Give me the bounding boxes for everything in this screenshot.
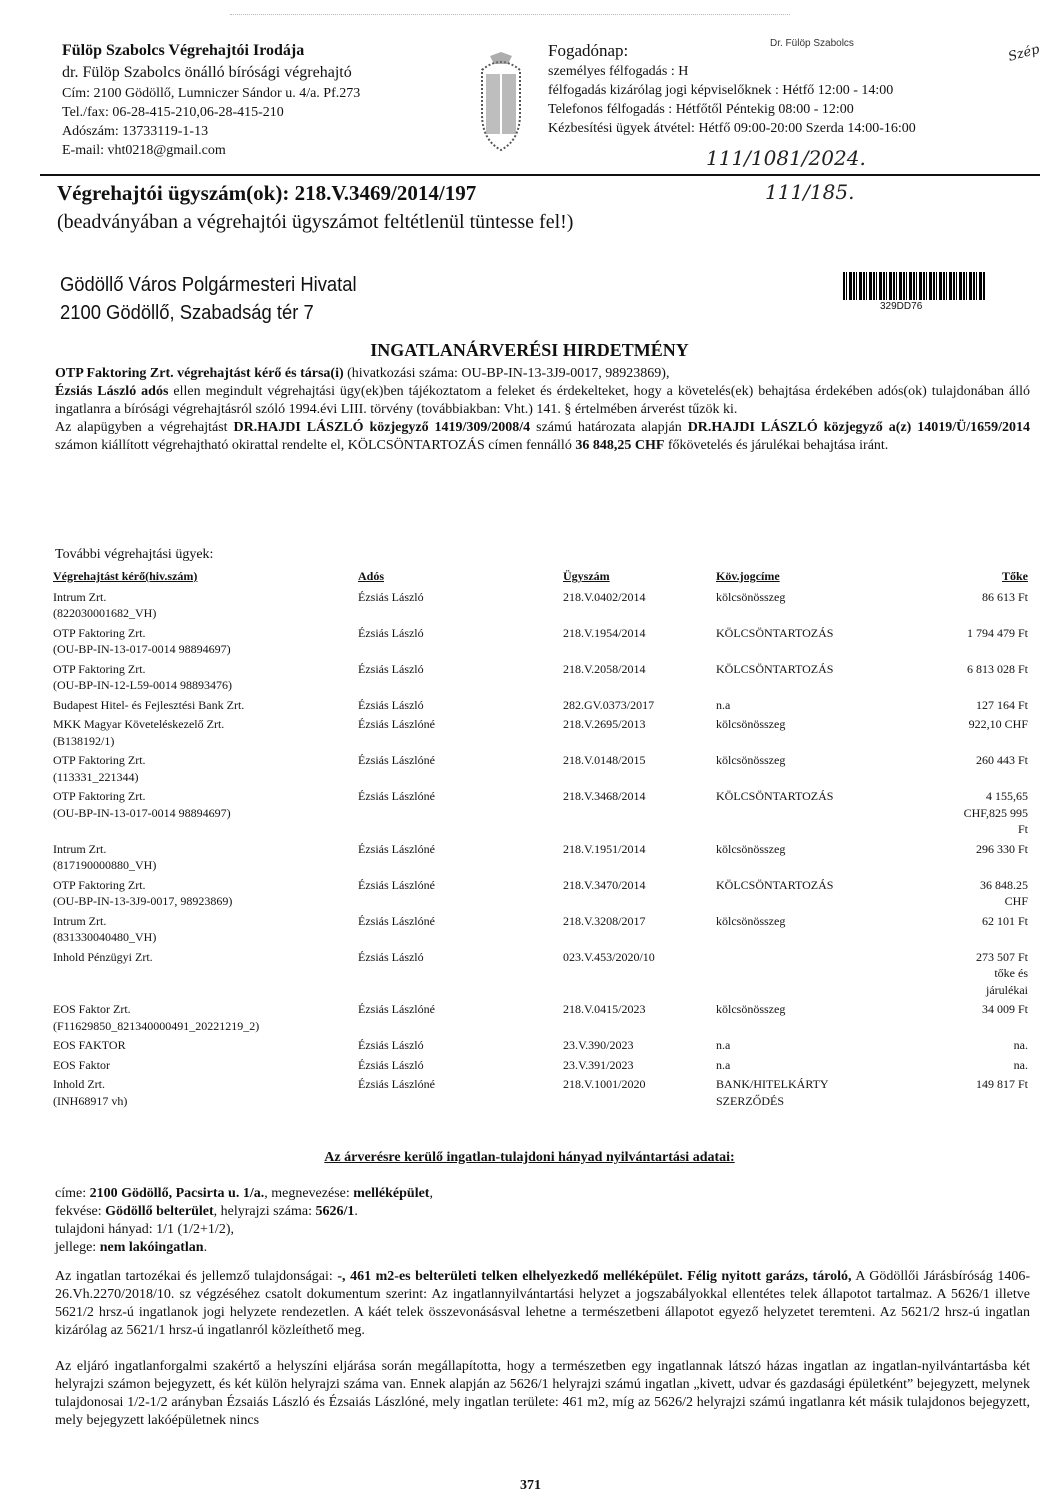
- cell-creditor: EOS Faktor Zrt. (F11629850_821340000491_20221219_2): [53, 1002, 260, 1033]
- text-segment: OTP Faktoring Zrt. végrehajtást kérő és társa(i): [55, 366, 344, 381]
- table-row: [53, 1037, 1028, 1057]
- cell-debtor: Ézsiás Lászlóné: [358, 789, 435, 803]
- intro-paragraph: [55, 383, 1030, 419]
- text-segment: számon kiállított végrehajtható okirattal rendelte el, KÖLCSÖNTARTOZÁS címen fennálló: [55, 438, 576, 453]
- text-segment: 2100 Gödöllő, Pacsirta u. 1/a.: [89, 1186, 265, 1201]
- barcode-icon: [843, 272, 985, 300]
- features-paragraph: [55, 1268, 1030, 1340]
- cell-principal: 62 101 Ft: [981, 913, 1028, 928]
- text-segment: , megnevezése:: [264, 1186, 354, 1201]
- text-segment: .: [203, 1240, 208, 1255]
- cell-case-number: 218.V.2695/2013: [563, 717, 646, 731]
- text-segment: Gödöllő belterület: [105, 1204, 214, 1219]
- table-row: [53, 1076, 1028, 1112]
- cell-principal: 922,10 CHF: [968, 717, 1028, 731]
- column-header-creditor: Végrehajtást kérő(hiv.szám): [53, 569, 198, 583]
- text-segment: DR.HAJDI LÁSZLÓ közjegyző a(z) 14019/Ü/1659/2014: [687, 420, 1030, 435]
- scan-artifact-line: [230, 14, 790, 15]
- cell-case-number: 218.V.2058/2014: [563, 661, 646, 676]
- coat-of-arms-icon: [478, 52, 524, 152]
- table-row: [53, 949, 1028, 1002]
- handwritten-sub-number: 111/185.: [765, 180, 855, 204]
- table-row: [53, 913, 1028, 949]
- cell-case-number: 218.V.0148/2015: [563, 753, 646, 767]
- office-hours-title: Fogadónap:: [548, 41, 629, 60]
- case-number: Végrehajtói ügyszám(ok): 218.V.3469/2014/197: [57, 181, 477, 205]
- column-header-debtor: Adós: [358, 569, 385, 583]
- table-row: [53, 1057, 1028, 1077]
- office-hours-personal: személyes félfogadás : H: [548, 64, 689, 79]
- office-address: Cím: 2100 Gödöllő, Lumniczer Sándor u. 4/a. Pf.273: [62, 86, 361, 101]
- cell-case-number: 218.V.0415/2023: [563, 1002, 646, 1016]
- intro-paragraph: [55, 419, 1030, 455]
- text-segment: .: [354, 1204, 358, 1219]
- case-number-note: (beadványában a végrehajtói ügyszámot feltétlenül tüntesse fel!): [57, 211, 574, 233]
- text-segment: melléképület: [353, 1186, 430, 1201]
- cell-principal: 1 794 479 Ft: [966, 625, 1028, 640]
- cell-claim-title: BANK/HITELKÁRTY SZERZŐDÉS: [716, 1077, 829, 1108]
- cell-principal: 86 613 Ft: [981, 589, 1028, 604]
- cell-claim-title: n.a: [716, 1057, 731, 1072]
- cell-principal: 34 009 Ft: [981, 1002, 1028, 1016]
- cell-creditor: OTP Faktoring Zrt. (OU-BP-IN-13-017-0014 98894697): [53, 789, 231, 820]
- features-paragraph: [55, 1358, 1030, 1430]
- text-segment: Az alapügyben a végrehajtást: [55, 420, 234, 435]
- header-divider: [40, 174, 1040, 176]
- table-header-row: [53, 568, 1028, 589]
- intro-paragraph: [55, 365, 1030, 383]
- cell-case-number: 218.V.1951/2014: [563, 841, 646, 856]
- cell-creditor: OTP Faktoring Zrt. (113331_221344): [53, 753, 146, 784]
- table-row: [53, 1001, 1028, 1037]
- cell-claim-title: kölcsönösszeg: [716, 913, 786, 928]
- cell-creditor: Budapest Hitel- és Fejlesztési Bank Zrt.: [53, 697, 245, 712]
- cell-debtor: Ézsiás László: [358, 949, 424, 964]
- property-details: [55, 1185, 433, 1257]
- text-segment: ellen megindult végrehajtási ügy(ek)ben tájékoztatom a feleket és érdekelteket, hogy a követelés(ek) behajtása érdekében adós(ok) tulajdonában álló ingatlanra a bírósági végrehajtásról szóló 1994.évi LIII. törvény (továbbiakban: Vht.) 141. § értelmében árverést tűzök ki.: [55, 384, 1031, 417]
- signature: Szép: [1006, 42, 1042, 65]
- cell-principal: 4 155,65 CHF,825 995 Ft: [963, 789, 1028, 836]
- text-segment: -, 461 m2-es belterületi telken elhelyezkedő melléképület. Félig nyitott garázs, tároló,: [337, 1269, 852, 1284]
- cell-case-number: 218.V.3208/2017: [563, 913, 646, 928]
- cell-creditor: Intrum Zrt. (817190000880_VH): [53, 841, 157, 872]
- table-row: [53, 625, 1028, 661]
- recipient-name: Gödöllő Város Polgármesteri Hivatal: [60, 274, 357, 296]
- cell-claim-title: n.a: [716, 697, 731, 712]
- cell-principal: 149 817 Ft: [975, 1077, 1028, 1091]
- cell-debtor: Ézsiás Lászlóné: [358, 753, 435, 767]
- property-paragraph: [55, 1185, 433, 1203]
- cell-case-number: 218.V.1954/2014: [563, 625, 646, 640]
- other-cases-label: További végrehajtási ügyek:: [55, 547, 214, 562]
- handwritten-registration-number: 111/1081/2024.: [706, 146, 866, 170]
- cell-case-number: 218.V.3470/2014: [563, 877, 646, 892]
- cell-principal: 296 330 Ft: [975, 841, 1028, 856]
- cell-claim-title: kölcsönösszeg: [716, 1002, 786, 1016]
- cell-claim-title: kölcsönösszeg: [716, 841, 786, 856]
- officer-name: dr. Fülöp Szabolcs önálló bírósági végrehajtó: [62, 64, 352, 81]
- intro-paragraphs: [55, 365, 1030, 455]
- cell-case-number: 023.V.453/2020/10: [563, 949, 655, 964]
- property-features: [55, 1268, 1030, 1448]
- text-segment: fekvése:: [55, 1204, 106, 1219]
- cell-principal: na.: [1013, 1057, 1028, 1072]
- column-header-claim-title: Köv.jogcíme: [716, 569, 780, 583]
- office-hours-phone: Telefonos félfogadás : Hétfőtől Péntekig 08:00 - 12:00: [548, 102, 854, 117]
- cell-debtor: Ézsiás László: [358, 1057, 424, 1072]
- cell-creditor: OTP Faktoring Zrt. (OU-BP-IN-12-L59-0014 98893476): [53, 661, 232, 692]
- cell-creditor: EOS Faktor: [53, 1057, 110, 1072]
- cell-case-number: 218.V.3468/2014: [563, 789, 646, 803]
- cell-debtor: Ézsiás László: [358, 625, 424, 640]
- text-segment: jellege:: [55, 1240, 100, 1255]
- text-segment: Az eljáró ingatlanforgalmi szakértő a helyszíni eljárása során megállapította, hogy a természetben egy ingatlannak látszó házas ingatlan az ingatlan-nyilvántartásba két helyrajzi számon bejegyzett, és két külön helyrajzi száma van. Ennek alapján az 5626/1 helyrajzi számú ingatlan „kivett, udvar és gazdasági épületként” bejegyzett, melynek tulajdonosai 1/2-1/2 arányban Ézsaiás László és Ézsaiás Lászlóné, mely ingatlan területe: 461 m2, míg az 5626/2 helyrajzi számú ingatlanra két másik tulajdonos bejegyzett, mely bejegyzett lakóépületnek nincs: [55, 1359, 1030, 1428]
- table-row: [53, 752, 1028, 788]
- cell-debtor: Ézsiás László: [358, 661, 424, 676]
- recipient-address: 2100 Gödöllő, Szabadság tér 7: [60, 302, 314, 324]
- text-segment: Az ingatlan tartozékai és jellemző tulajdonságai:: [55, 1269, 338, 1284]
- cell-claim-title: kölcsönösszeg: [716, 717, 786, 731]
- cell-creditor: OTP Faktoring Zrt. (OU-BP-IN-13-3J9-0017, 98923869): [53, 877, 233, 908]
- cell-claim-title: KÖLCSÖNTARTOZÁS: [716, 789, 834, 803]
- table-row: [53, 589, 1028, 625]
- cell-debtor: Ézsiás László: [358, 1038, 424, 1052]
- cell-debtor: Ézsiás László: [358, 697, 424, 712]
- text-segment: főkövetelés és járulékai behajtása iránt.: [664, 438, 889, 453]
- text-segment: nem lakóingatlan: [99, 1240, 204, 1255]
- column-header-principal: Tőke: [1001, 569, 1028, 583]
- cell-case-number: 218.V.0402/2014: [563, 589, 646, 604]
- cell-debtor: Ézsiás Lászlóné: [358, 877, 435, 892]
- cell-creditor: Inhold Zrt. (INH68917 vh): [53, 1077, 128, 1108]
- cell-claim-title: KÖLCSÖNTARTOZÁS: [716, 661, 834, 676]
- office-tax-number: Adószám: 13733119-1-13: [62, 124, 209, 139]
- cell-case-number: 23.V.391/2023: [563, 1057, 634, 1072]
- text-segment: 5626/1: [315, 1204, 355, 1219]
- cell-principal: na.: [1013, 1038, 1028, 1052]
- text-segment: tulajdoni hányad: 1/1 (1/2+1/2),: [55, 1222, 234, 1237]
- text-segment: , helyrajzi száma:: [213, 1204, 316, 1219]
- cell-case-number: 23.V.390/2023: [563, 1038, 634, 1052]
- cell-creditor: Intrum Zrt. (822030001682_VH): [53, 589, 157, 620]
- property-paragraph: [55, 1203, 433, 1221]
- text-segment: 36 848,25 CHF: [575, 438, 665, 453]
- text-segment: DR.HAJDI LÁSZLÓ közjegyző 1419/309/2008/4: [233, 420, 531, 435]
- office-phone: Tel./fax: 06-28-415-210,06-28-415-210: [62, 105, 284, 120]
- cell-claim-title: kölcsönösszeg: [716, 753, 786, 767]
- table-row: [53, 841, 1028, 877]
- cell-principal: 273 507 Ft tőke és járulékai: [975, 949, 1028, 997]
- text-segment: Ézsiás László adós: [55, 384, 169, 399]
- cell-debtor: Ézsiás Lászlóné: [358, 1002, 435, 1016]
- barcode-label: 329DD76: [880, 301, 923, 312]
- cell-claim-title: KÖLCSÖNTARTOZÁS: [716, 625, 834, 640]
- property-paragraph: [55, 1221, 433, 1239]
- property-paragraph: [55, 1239, 433, 1257]
- office-name: Fülöp Szabolcs Végrehajtói Irodája: [62, 42, 305, 59]
- letterhead: [62, 40, 360, 160]
- office-hours-delivery: Kézbesítési ügyek átvétel: Hétfő 09:00-20:00 Szerda 14:00-16:00: [548, 121, 916, 136]
- cell-claim-title: n.a: [716, 1038, 731, 1052]
- cell-debtor: Ézsiás Lászlóné: [358, 841, 435, 856]
- property-section-title: Az árverésre kerülő ingatlan-tulajdoni hányad nyilvántartási adatai:: [324, 1150, 735, 1165]
- other-cases-table: [53, 568, 1028, 1112]
- text-segment: címe:: [55, 1186, 90, 1201]
- office-hours: [548, 40, 916, 138]
- table-row: [53, 697, 1028, 717]
- document-title: INGATLANÁRVERÉSI HIRDETMÉNY: [370, 340, 689, 360]
- cell-creditor: Inhold Pénzügyi Zrt.: [53, 949, 153, 964]
- office-hours-legal: félfogadás kizárólag jogi képviselőknek : Hétfő 12:00 - 14:00: [548, 83, 894, 98]
- cell-principal: 6 813 028 Ft: [966, 661, 1028, 676]
- page-number: 371: [520, 1478, 541, 1493]
- text-segment: ,: [429, 1186, 433, 1201]
- cell-claim-title: kölcsönösszeg: [716, 589, 786, 604]
- cell-debtor: Ézsiás László: [358, 589, 424, 604]
- cell-creditor: MKK Magyar Követeléskezelő Zrt. (B138192/1): [53, 717, 225, 748]
- table-row: [53, 716, 1028, 752]
- cell-debtor: Ézsiás Lászlóné: [358, 913, 435, 928]
- cell-principal: 260 443 Ft: [975, 753, 1028, 767]
- table-row: [53, 661, 1028, 697]
- stamp-text: Dr. Fülöp Szabolcs: [770, 38, 854, 49]
- cell-principal: 127 164 Ft: [975, 697, 1028, 712]
- cell-principal: 36 848.25 CHF: [980, 877, 1028, 908]
- cell-case-number: 282.GV.0373/2017: [563, 697, 655, 712]
- cell-creditor: Intrum Zrt. (831330040480_VH): [53, 913, 157, 944]
- cell-claim-title: KÖLCSÖNTARTOZÁS: [716, 877, 834, 892]
- table-row: [53, 877, 1028, 913]
- text-segment: A Gödöllői Járásbíróság 1406-26.Vh.2270/2018/10. sz végzéséhez csatolt dokumentum szerint: Az ingatlannyilvántartási helyzet a jogszabályokkal ellentétes telek állapotot tartalmaz. A 5626/1 illetve 5621/2 hrsz-ú ingatlanok jogi helyzete rendezetlen. A káét telek összevonásásval lehetne a természetbeni állapotot egyező helyzetet teremteni. Az 5621/2 hrsz-ú ingatlan kizárólag az 5621/1 hrsz-ú ingatlanról közleíthető meg.: [55, 1269, 1030, 1338]
- text-segment: (hivatkozási száma: OU-BP-IN-13-3J9-0017, 98923869),: [343, 366, 670, 381]
- text-segment: számú határozata alapján: [530, 420, 688, 435]
- cell-case-number: 218.V.1001/2020: [563, 1077, 646, 1091]
- cell-creditor: OTP Faktoring Zrt. (OU-BP-IN-13-017-0014 98894697): [53, 625, 231, 656]
- table-row: [53, 788, 1028, 841]
- cell-creditor: EOS FAKTOR: [53, 1038, 126, 1052]
- cell-debtor: Ézsiás Lászlóné: [358, 1077, 435, 1091]
- column-header-case-number: Ügyszám: [563, 569, 610, 583]
- cell-claim-title: [716, 949, 916, 1002]
- office-email: E-mail: vht0218@gmail.com: [62, 143, 226, 158]
- cell-debtor: Ézsiás Lászlóné: [358, 717, 435, 731]
